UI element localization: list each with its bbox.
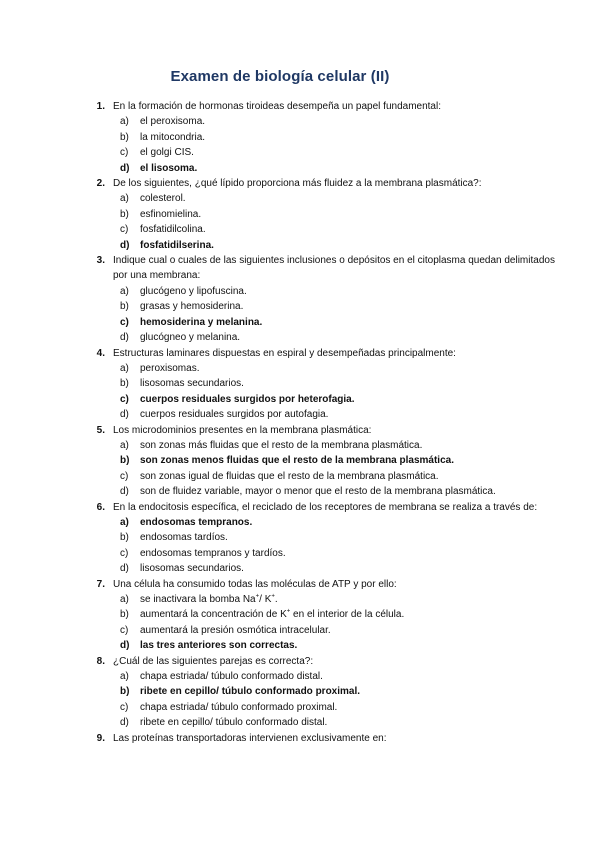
question-row — [0, 577, 560, 592]
option-text — [140, 546, 560, 561]
option-list — [0, 284, 560, 346]
option-text — [140, 299, 560, 314]
answer-option — [0, 530, 560, 545]
answer-option — [0, 299, 560, 314]
option-list — [0, 515, 560, 577]
answer-option — [0, 669, 560, 684]
question-row — [0, 731, 560, 746]
question-text: En la formación de hormonas tiroideas desempeña un papel fundamental: — [113, 101, 441, 112]
option-text-part: se inactivara la bomba Na — [140, 594, 256, 605]
answer-option — [0, 191, 560, 206]
question-row — [0, 654, 560, 669]
option-text-part: glucógneo y melanina. — [140, 332, 241, 344]
question-list — [0, 99, 560, 746]
answer-option — [0, 715, 560, 730]
answer-option — [0, 607, 560, 622]
option-list — [0, 592, 560, 654]
option-list — [0, 438, 560, 500]
answer-option-correct — [0, 684, 560, 699]
option-text-part: esfinomielina. — [140, 208, 202, 220]
option-text — [140, 530, 560, 545]
option-letter: c) — [120, 224, 129, 236]
option-text-part: . — [274, 594, 278, 605]
option-text — [140, 484, 560, 499]
answer-option — [0, 207, 560, 222]
question-number: 9. — [96, 732, 105, 744]
option-text-part: en el interior de la célula. — [290, 609, 405, 621]
question-text: ¿Cuál de las siguientes parejas es correcta?: — [113, 655, 314, 667]
question-item — [0, 346, 560, 423]
question-row — [0, 423, 560, 438]
option-text-part: colesterol. — [140, 193, 186, 205]
option-text-part: el golgi CIS. — [140, 147, 194, 159]
option-list — [0, 191, 560, 253]
option-letter: a) — [120, 193, 129, 205]
option-text — [140, 161, 560, 176]
option-text-part: son zonas más fluidas que el resto de la membrana plasmática. — [140, 439, 423, 451]
answer-option-correct — [0, 638, 560, 653]
option-text — [140, 515, 560, 530]
option-letter: a) — [120, 362, 129, 374]
option-letter: d) — [120, 162, 130, 174]
option-text — [140, 561, 560, 576]
option-text-part: lisosomas secundarios. — [140, 378, 244, 390]
question-item — [0, 500, 560, 577]
option-text — [140, 207, 560, 222]
option-text-part: el peroxisoma. — [140, 116, 206, 128]
option-letter: d) — [120, 409, 129, 421]
option-text — [140, 453, 560, 468]
answer-option — [0, 546, 560, 561]
question-number: 5. — [96, 424, 105, 436]
question-text: De los siguientes, ¿qué lípido proporciona más fluidez a la membrana plasmática?: — [113, 178, 482, 190]
option-letter: a) — [120, 671, 129, 683]
option-letter: c) — [120, 393, 129, 405]
option-letter: b) — [120, 131, 129, 143]
option-text — [140, 130, 560, 145]
option-text-part: el lisosoma. — [140, 162, 198, 174]
question-row — [0, 176, 560, 191]
answer-option — [0, 561, 560, 576]
option-text-part: endosomas tempranos y tardíos. — [140, 547, 286, 559]
question-item — [0, 731, 560, 746]
option-text-part: grasas y hemosiderina. — [140, 301, 244, 313]
option-letter: d) — [120, 717, 129, 729]
answer-option — [0, 700, 560, 715]
question-row — [0, 253, 560, 284]
option-letter: c) — [120, 624, 129, 636]
option-letter: a) — [120, 594, 129, 605]
answer-option — [0, 284, 560, 299]
option-text-part: ribete en cepillo/ túbulo conformado distal. — [140, 717, 328, 729]
option-text — [140, 330, 560, 345]
option-text — [140, 284, 560, 299]
option-letter: a) — [120, 516, 129, 528]
answer-option-correct — [0, 315, 560, 330]
question-item — [0, 423, 560, 500]
option-text — [140, 638, 560, 653]
question-row — [0, 500, 560, 515]
question-number: 1. — [96, 101, 105, 112]
superscript: + — [255, 593, 260, 600]
option-text — [140, 145, 560, 160]
option-text — [140, 623, 560, 638]
option-text — [140, 407, 560, 422]
option-text — [140, 392, 560, 407]
option-text-part: endosomas tempranos. — [140, 516, 253, 528]
option-list — [0, 114, 560, 176]
option-text — [140, 222, 560, 237]
option-text-part: chapa estriada/ túbulo conformado distal. — [140, 671, 323, 683]
option-text-part: son zonas igual de fluidas que el resto de la membrana plasmática. — [140, 470, 439, 482]
option-text-part: / K — [259, 594, 272, 605]
option-text-part: lisosomas secundarios. — [140, 563, 244, 575]
option-letter: a) — [120, 116, 129, 128]
option-text-part: ribete en cepillo/ túbulo conformado proximal. — [140, 686, 361, 698]
option-text — [140, 607, 560, 622]
answer-option — [0, 407, 560, 422]
option-letter: c) — [120, 701, 129, 713]
option-text — [140, 376, 560, 391]
option-text-part: cuerpos residuales surgidos por autofagia. — [140, 409, 329, 421]
option-text-part: glucógeno y lipofuscina. — [140, 285, 247, 297]
option-letter: d) — [120, 239, 130, 251]
option-letter: a) — [120, 285, 129, 297]
question-item — [0, 577, 560, 654]
option-text — [140, 715, 560, 730]
option-list — [0, 669, 560, 731]
question-number: 4. — [96, 347, 105, 359]
option-text — [140, 438, 560, 453]
answer-option — [0, 130, 560, 145]
question-number: 3. — [96, 255, 105, 267]
option-text-part: son zonas menos fluidas que el resto de la membrana plasmática. — [140, 455, 454, 467]
question-item — [0, 99, 560, 176]
question-item — [0, 176, 560, 253]
question-row — [0, 99, 560, 114]
question-number: 7. — [96, 578, 105, 590]
option-text-part: las tres anteriores son correctas. — [140, 640, 298, 652]
option-text — [140, 684, 560, 699]
answer-option-correct — [0, 515, 560, 530]
option-letter: c) — [120, 547, 129, 559]
answer-option — [0, 145, 560, 160]
option-text-part: endosomas tardíos. — [140, 532, 228, 544]
option-text — [140, 469, 560, 484]
question-text: Estructuras laminares dispuestas en espiral y desempeñadas principalmente: — [113, 347, 456, 359]
answer-option — [0, 484, 560, 499]
question-item — [0, 253, 560, 345]
option-text — [140, 315, 560, 330]
answer-option-correct — [0, 238, 560, 253]
option-letter: d) — [120, 486, 129, 498]
option-text-part: la mitocondria. — [140, 131, 206, 143]
option-letter: b) — [120, 378, 129, 390]
option-list — [0, 361, 560, 423]
answer-option — [0, 623, 560, 638]
option-letter: c) — [120, 316, 129, 328]
option-text — [140, 592, 560, 607]
option-letter: d) — [120, 563, 129, 575]
superscript: + — [271, 593, 275, 600]
option-letter: b) — [120, 208, 129, 220]
option-text-part: peroxisomas. — [140, 362, 200, 374]
option-letter: b) — [120, 686, 130, 698]
option-text — [140, 669, 560, 684]
question-text: Las proteínas transportadoras intervienen exclusivamente en: — [113, 732, 387, 744]
option-text-part: aumentará la concentración de K — [140, 609, 287, 621]
option-text-part: chapa estriada/ túbulo conformado proximal. — [140, 701, 338, 713]
option-letter: b) — [120, 609, 129, 621]
answer-option-correct — [0, 453, 560, 468]
option-letter: c) — [120, 470, 129, 482]
answer-option — [0, 114, 560, 129]
question-number: 2. — [96, 178, 105, 190]
question-text: Los microdominios presentes en la membrana plasmática: — [113, 424, 372, 436]
answer-option-correct — [0, 392, 560, 407]
question-number: 6. — [96, 501, 105, 513]
option-letter: b) — [120, 301, 129, 313]
option-letter: a) — [120, 439, 129, 451]
option-text — [140, 191, 560, 206]
option-text-part: fosfatidilserina. — [140, 239, 214, 251]
question-text: En la endocitosis específica, el reciclado de los receptores de membrana se realiza a través de: — [113, 501, 538, 513]
question-text: Una célula ha consumido todas las moléculas de ATP y por ello: — [113, 578, 397, 590]
superscript: + — [286, 609, 291, 616]
answer-option — [0, 330, 560, 345]
option-text-part: son de fluidez variable, mayor o menor que el resto de la membrana plasmática. — [140, 486, 496, 498]
answer-option — [0, 592, 560, 607]
option-text — [140, 114, 560, 129]
option-text-part: hemosiderina y melanina. — [140, 316, 263, 328]
option-letter: d) — [120, 640, 130, 652]
question-row — [0, 346, 560, 361]
option-text — [140, 361, 560, 376]
answer-option — [0, 438, 560, 453]
option-letter: b) — [120, 532, 129, 544]
answer-option — [0, 361, 560, 376]
option-text-part: fosfatidilcolina. — [140, 224, 206, 236]
answer-option-correct — [0, 161, 560, 176]
option-letter: c) — [120, 147, 129, 159]
option-text-part: cuerpos residuales surgidos por heterofagia. — [140, 393, 355, 405]
question-item — [0, 654, 560, 731]
option-text — [140, 238, 560, 253]
answer-option — [0, 376, 560, 391]
answer-option — [0, 469, 560, 484]
option-text — [140, 700, 560, 715]
page-title: Examen de biología celular (II) — [170, 68, 390, 85]
option-letter: d) — [120, 332, 129, 344]
option-text-part: aumentará la presión osmótica intracelular. — [140, 624, 331, 636]
question-text: Indique cual o cuales de las siguientes inclusiones o depósitos en el citoplasma quedan delimitados por una membrana: — [113, 255, 555, 282]
option-letter: b) — [120, 455, 130, 467]
answer-option — [0, 222, 560, 237]
question-number: 8. — [96, 655, 105, 667]
